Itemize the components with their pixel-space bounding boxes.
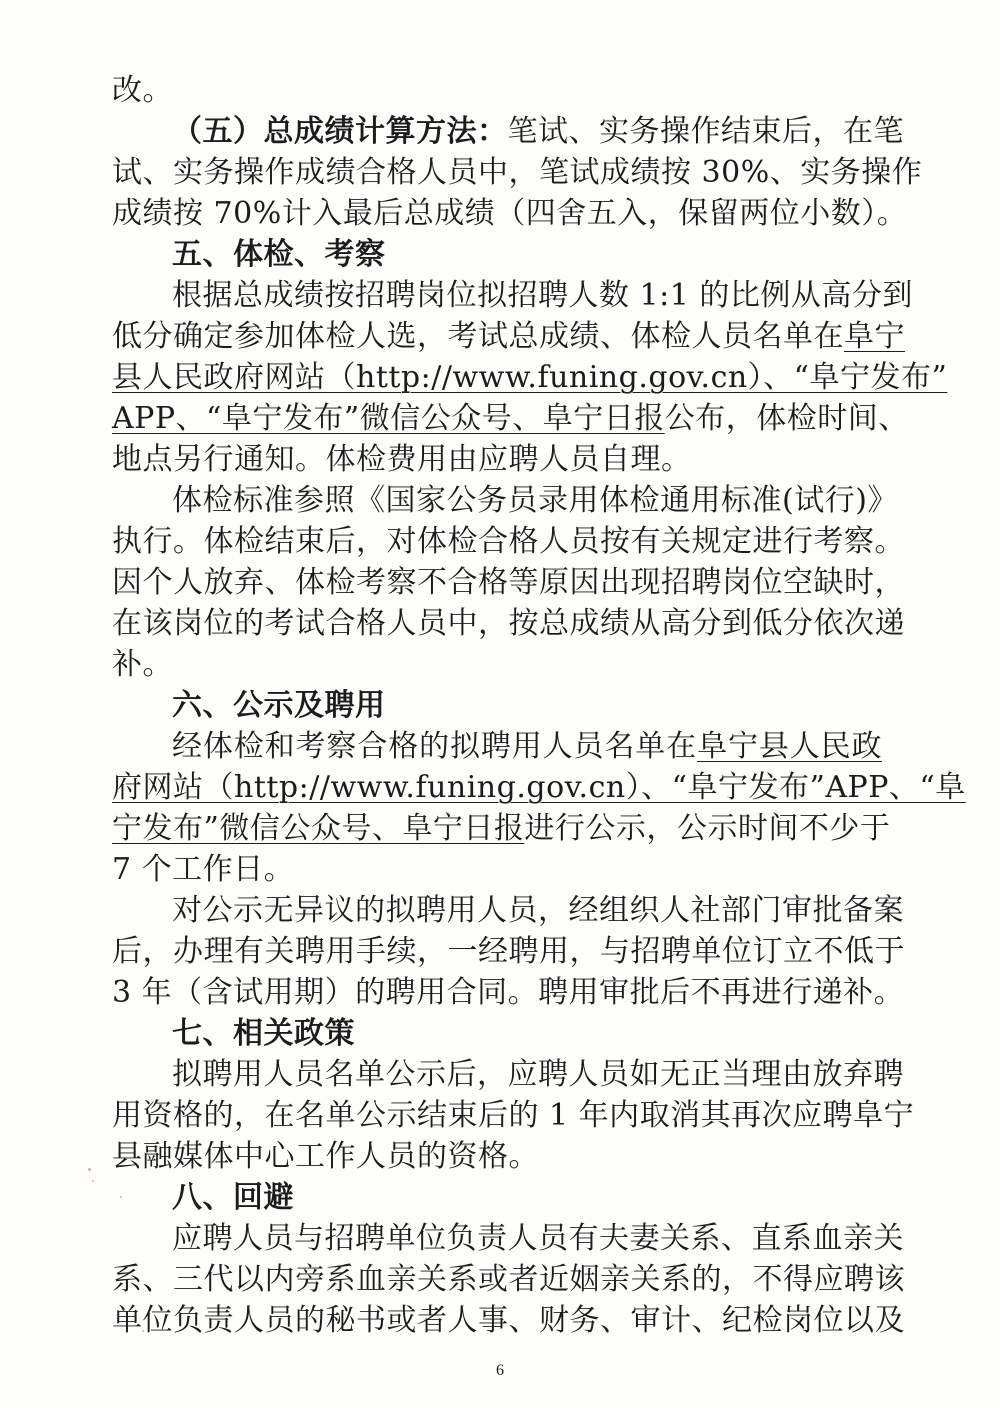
text-line: 县人民政府网站（http://www.funing.gov.cn）、“阜宁发布” bbox=[112, 360, 948, 395]
section-heading: 六、公示及聘用 bbox=[172, 688, 386, 723]
text-line: 补。 bbox=[112, 647, 173, 682]
scan-speck bbox=[88, 1168, 91, 1171]
text-line: 7 个工作日。 bbox=[112, 852, 295, 887]
text-line: 改。 bbox=[112, 73, 173, 108]
text-line: 低分确定参加体检人选，考试总成绩、体检人员名单在阜宁 bbox=[112, 319, 905, 354]
text-line: 对公示无异议的拟聘用人员，经组织人社部门审批备案 bbox=[172, 893, 904, 928]
text-line: 系、三代以内旁系血亲关系或者近姻亲关系的，不得应聘该 bbox=[112, 1262, 905, 1297]
text-line: 宁发布”微信公众号、阜宁日报进行公示，公示时间不少于 bbox=[112, 811, 891, 846]
subheading-inline: （五）总成绩计算方法： bbox=[172, 114, 508, 149]
text-line: APP、“阜宁发布”微信公众号、阜宁日报公布，体检时间、 bbox=[112, 401, 909, 436]
text-line: 用资格的，在名单公示结束后的 1 年内取消其再次应聘阜宁 bbox=[112, 1098, 915, 1133]
text-line: 根据总成绩按招聘岗位拟招聘人数 1:1 的比例从高分到 bbox=[172, 278, 913, 313]
section-heading: 七、相关政策 bbox=[172, 1016, 355, 1051]
section-heading: 五、体检、考察 bbox=[172, 237, 386, 272]
text-line: 地点另行通知。体检费用由应聘人员自理。 bbox=[112, 442, 692, 477]
text-line: 单位负责人员的秘书或者人事、财务、审计、纪检岗位以及 bbox=[112, 1303, 905, 1338]
text-line: 后，办理有关聘用手续，一经聘用，与招聘单位订立不低于 bbox=[112, 934, 905, 969]
text-line: 经体检和考察合格的拟聘用人员名单在阜宁县人民政 bbox=[172, 729, 883, 764]
text-line: 县融媒体中心工作人员的资格。 bbox=[112, 1139, 539, 1174]
text-line: 拟聘用人员名单公示后，应聘人员如无正当理由放弃聘 bbox=[172, 1057, 904, 1092]
text-line: 应聘人员与招聘单位负责人员有夫妻关系、直系血亲关 bbox=[172, 1221, 904, 1256]
text-line: 在该岗位的考试合格人员中，按总成绩从高分到低分依次递 bbox=[112, 606, 905, 641]
text-line: 府网站（http://www.funing.gov.cn）、“阜宁发布”APP、“阜 bbox=[112, 770, 966, 805]
text-line: 试、实务操作成绩合格人员中，笔试成绩按 30%、实务操作 bbox=[112, 155, 923, 190]
scan-speck bbox=[92, 1180, 94, 1182]
text-line: 执行。体检结束后，对体检合格人员按有关规定进行考察。 bbox=[112, 524, 905, 559]
scan-speck bbox=[120, 1196, 122, 1198]
page-number: 6 bbox=[496, 1362, 504, 1379]
section-heading: 八、回避 bbox=[172, 1180, 294, 1215]
text-line: 体检标准参照《国家公务员录用体检通用标准(试行)》 bbox=[172, 483, 898, 518]
text-line: 成绩按 70%计入最后总成绩（四舍五入，保留两位小数）。 bbox=[112, 196, 908, 231]
text-line: 因个人放弃、体检考察不合格等原因出现招聘岗位空缺时， bbox=[112, 565, 905, 600]
text-line: （五）总成绩计算方法：笔试、实务操作结束后，在笔 bbox=[172, 114, 904, 149]
text-line: 3 年（含试用期）的聘用合同。聘用审批后不再进行递补。 bbox=[112, 975, 905, 1010]
